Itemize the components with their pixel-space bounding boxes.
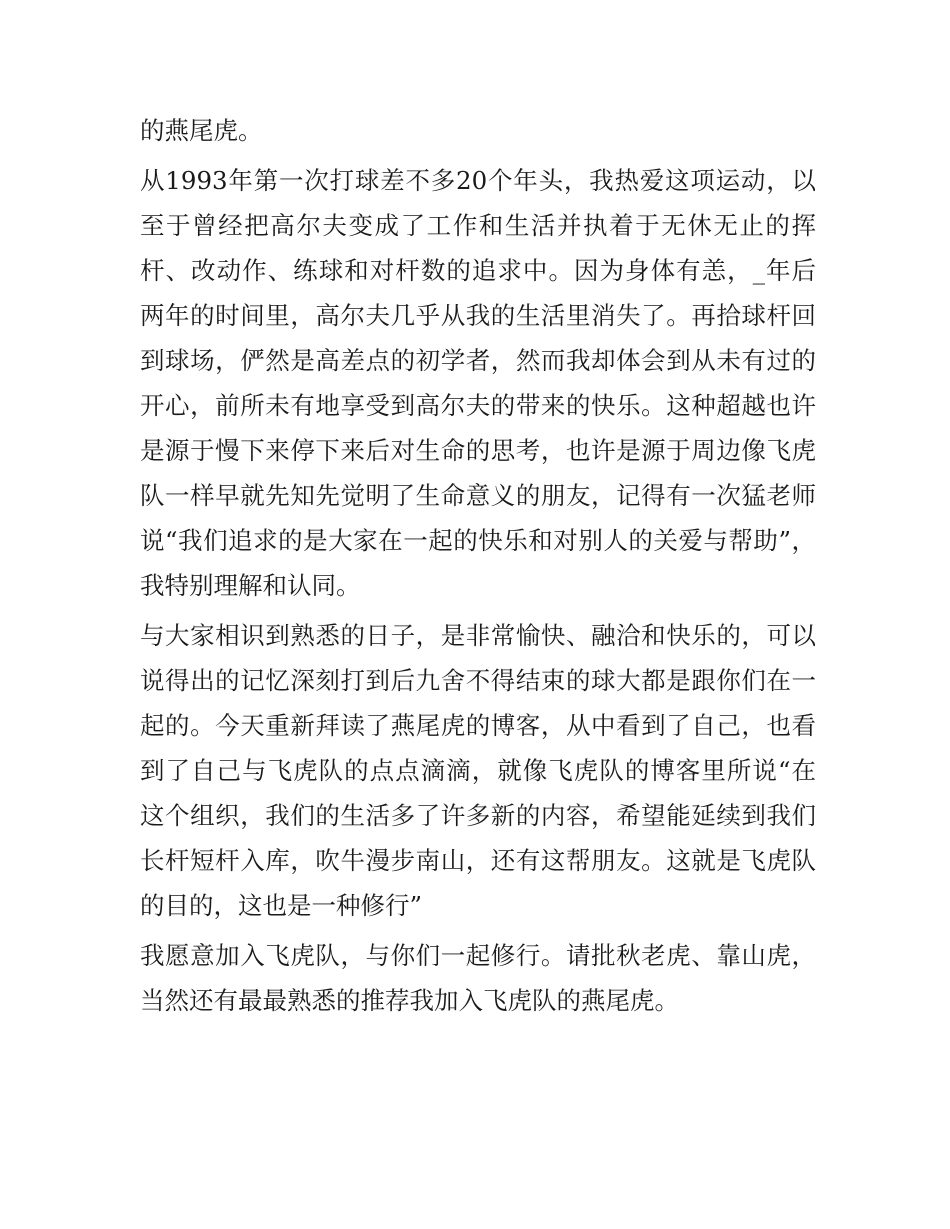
text-line: 队一样早就先知先觉明了生命意义的朋友，记得有一次猛老师 [140,481,816,510]
paragraph [140,158,816,608]
text-line: 这个组织，我们的生活多了许多新的内容，希望能延续到我们 [140,801,816,830]
text-line: 的目的，这也是一种修行” [140,891,423,920]
paragraph [140,108,816,153]
text-line: 到了自己与飞虎队的点点滴滴，就像飞虎队的博客里所说“在 [140,756,816,785]
paragraph [140,933,816,1023]
text-line: 的燕尾虎。 [140,116,263,145]
text-line: 我愿意加入飞虎队，与你们一起修行。请批秋老虎、靠山虎， [140,941,816,970]
text-line: 当然还有最最熟悉的推荐我加入飞虎队的燕尾虎。 [140,986,679,1015]
text-line: 我特别理解和认同。 [140,571,361,600]
text-line: 长杆短杆入库，吹牛漫步南山，还有这帮朋友。这就是飞虎队 [140,846,816,875]
text-line: 开心，前所未有地享受到高尔夫的带来的快乐。这种超越也许 [140,391,816,420]
text-line: 从1993年第一次打球差不多20个年头，我热爱这项运动，以 [140,166,816,195]
paragraph [140,613,816,928]
text-line: 起的。今天重新拜读了燕尾虎的博客，从中看到了自己，也看 [140,711,816,740]
document-body [140,108,816,1023]
text-line: 杆、改动作、练球和对杆数的追求中。因为身体有恙，_年后 [140,256,816,285]
text-line: 与大家相识到熟悉的日子，是非常愉快、融洽和快乐的，可以 [140,621,816,650]
text-line: 说“我们追求的是大家在一起的快乐和对别人的关爱与帮助”， [140,526,816,555]
text-line: 说得出的记忆深刻打到后九舍不得结束的球大都是跟你们在一 [140,666,816,695]
text-line: 到球场，俨然是高差点的初学者，然而我却体会到从未有过的 [140,346,816,375]
text-line: 是源于慢下来停下来后对生命的思考，也许是源于周边像飞虎 [140,436,816,465]
text-line: 至于曾经把高尔夫变成了工作和生活并执着于无休无止的挥 [140,211,816,240]
text-line: 两年的时间里，高尔夫几乎从我的生活里消失了。再拾球杆回 [140,301,816,330]
